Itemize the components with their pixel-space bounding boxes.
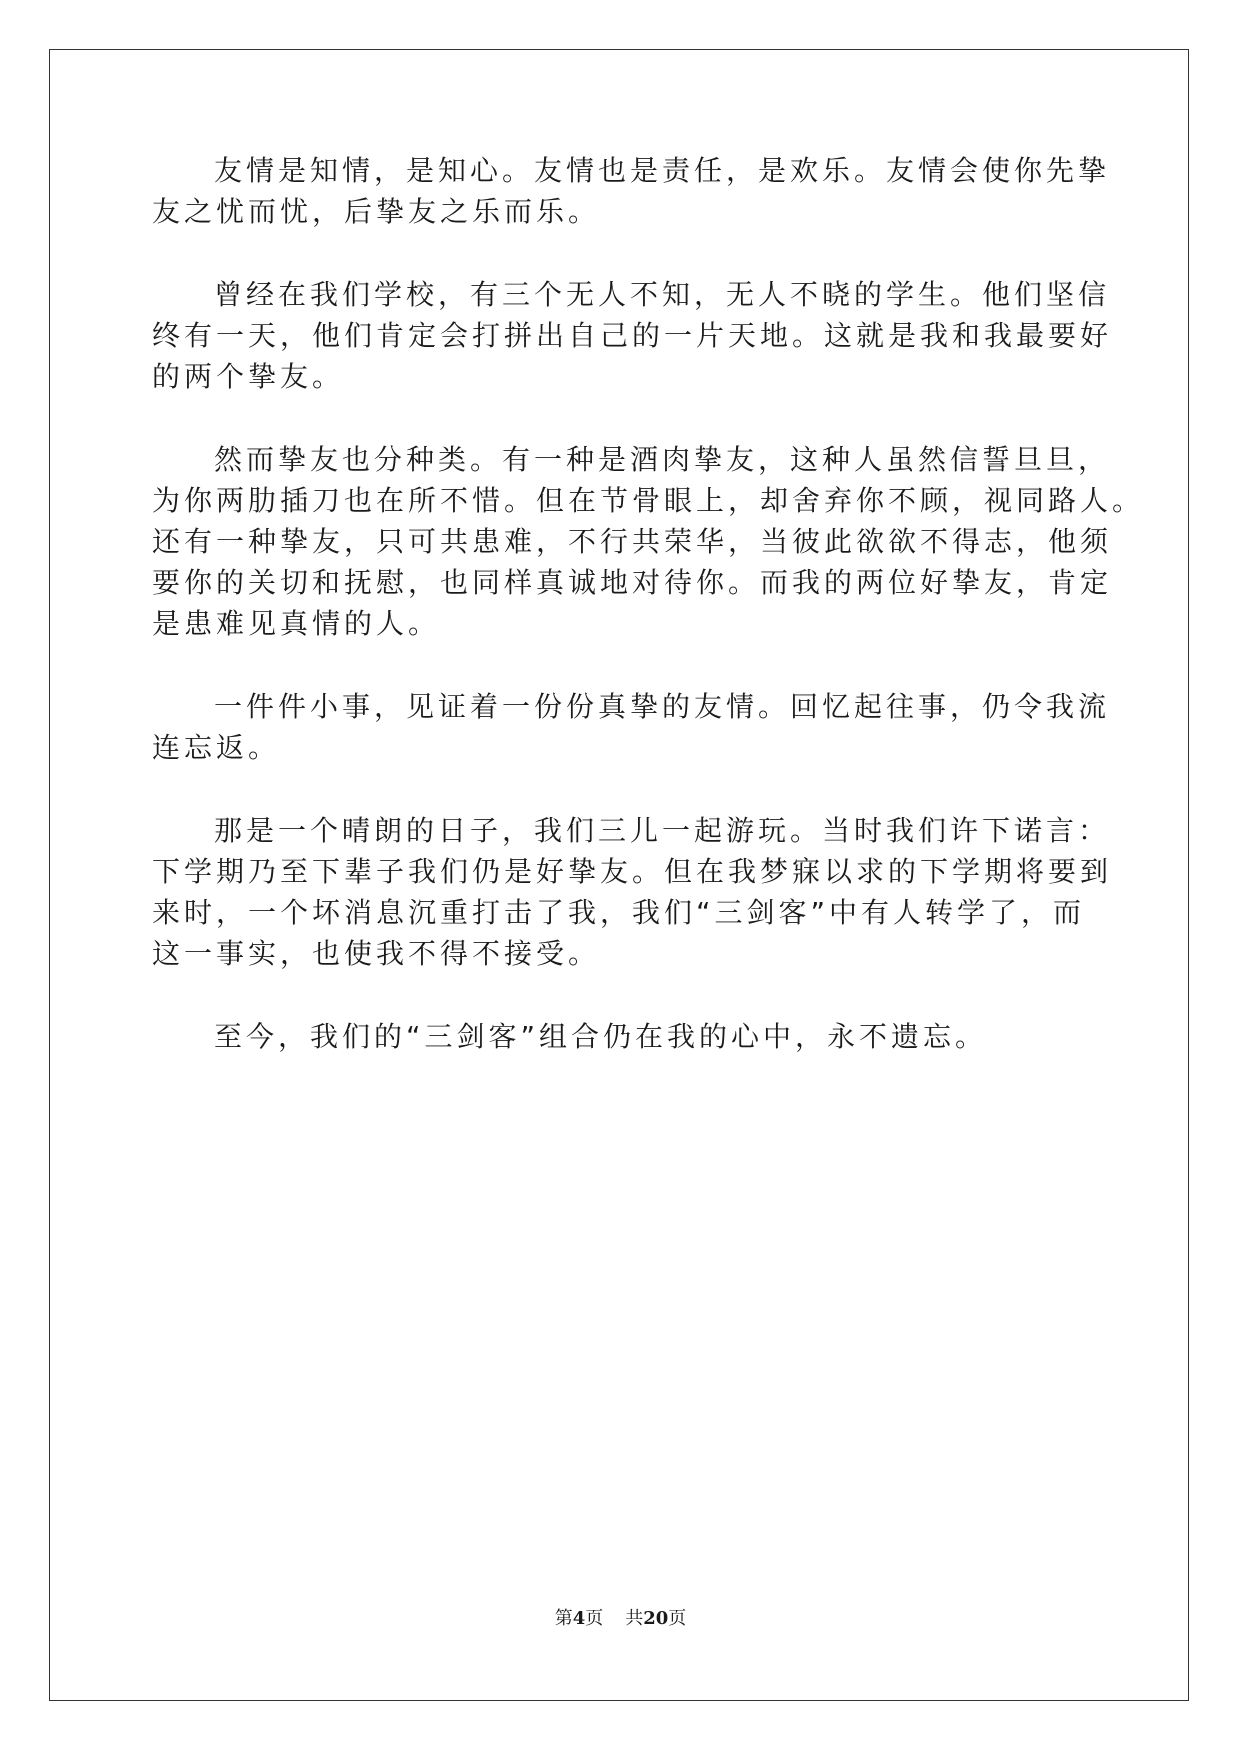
- paragraph-2-line-3: 的两个挚友。: [152, 360, 345, 393]
- paragraph-3-line-5: 是患难见真情的人。: [152, 607, 441, 640]
- paragraph-6-line-1: 至今，我们的“三剑客”组合仍在我的心中，永不遗忘。: [214, 1020, 988, 1053]
- paragraph-3-line-3: 还有一种挚友，只可共患难，不行共荣华，当彼此欲欲不得志，他须: [152, 525, 1113, 558]
- footer-total-pages: 20: [643, 1608, 669, 1629]
- paragraph-3-line-2: 为你两肋插刀也在所不惜。但在节骨眼上，却舍弃你不顾，视同路人。: [152, 484, 1145, 517]
- paragraph-2-line-1: 曾经在我们学校，有三个无人不知，无人不晓的学生。他们坚信: [214, 278, 1111, 311]
- paragraph-3-line-4: 要你的关切和抚慰，也同样真诚地对待你。而我的两位好挚友，肯定: [152, 566, 1113, 599]
- footer-prefix: 第: [554, 1608, 573, 1629]
- paragraph-5-line-4: 这一事实，也使我不得不接受。: [152, 937, 601, 970]
- paragraph-5-line-1: 那是一个晴朗的日子，我们三儿一起游玩。当时我们许下诺言：: [214, 814, 1111, 847]
- footer-total-suffix: 页: [668, 1608, 687, 1629]
- paragraph-3-line-1: 然而挚友也分种类。有一种是酒肉挚友，这种人虽然信誓旦旦，: [214, 443, 1111, 476]
- paragraph-1-line-2: 友之忧而忧，后挚友之乐而乐。: [152, 195, 601, 228]
- paragraph-5-line-2: 下学期乃至下辈子我们仍是好挚友。但在我梦寐以求的下学期将要到: [152, 855, 1113, 888]
- document-body: [152, 150, 1145, 1057]
- page-footer: [0, 1604, 1241, 1630]
- footer-page-number: 4: [572, 1608, 586, 1629]
- footer-total-prefix: 共: [625, 1608, 644, 1629]
- paragraph-1-line-1: 友情是知情，是知心。友情也是责任，是欢乐。友情会使你先挚: [214, 154, 1111, 187]
- paragraph-2-line-2: 终有一天，他们肯定会打拼出自己的一片天地。这就是我和我最要好: [152, 319, 1113, 352]
- paragraph-4-line-1: 一件件小事，见证着一份份真挚的友情。回忆起往事，仍令我流: [214, 690, 1111, 723]
- paragraph-5-line-3: 来时，一个坏消息沉重打击了我，我们“三剑客”中有人转学了，而: [152, 896, 1086, 929]
- paragraph-4-line-2: 连忘返。: [152, 731, 281, 764]
- footer-page-suffix: 页: [585, 1608, 604, 1629]
